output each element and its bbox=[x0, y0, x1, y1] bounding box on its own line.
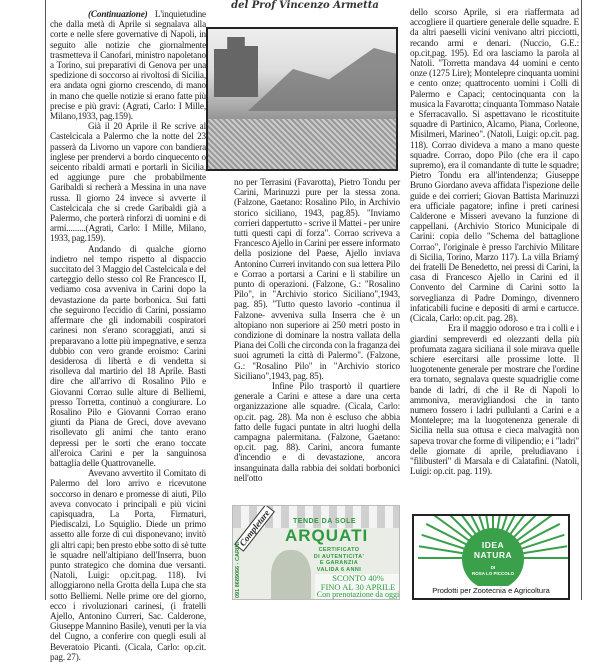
cert-line: VALIDA 6 ANNI bbox=[316, 566, 362, 573]
right-margin-rule bbox=[581, 0, 582, 600]
article-column-3 bbox=[410, 7, 579, 476]
paragraph: Infine Pilo trasportò il quartiere generale a Carini e attese a dare una certa organizzazione alle squadre. (Cicala, Carlo: op.cit. pag. 28). Ma non è escluso che abbia fatto delle fugaci puntate in altri luoghi della campagna palermitana. (Falzone, Gaetano: op.cit. pag. 88). Carini, ancora fumante d'incendio e di devastazione, ancora insanguinata dalla rabbia dei soldati borbonici nell'otto bbox=[234, 381, 400, 483]
ad-of: DI bbox=[490, 565, 496, 570]
promo-box bbox=[315, 574, 400, 600]
paragraph: no per Terrasini (Favarotta), Pietro Tondu per Carini, Marinuzzi pure per la stessa zona. (Falzone, Gaetano: Rosalino Pilo, in Archivio storico siciliano, 1943, pag.85). "Inviamo corrieri dappertutto - scrive il Mattei - per unire tutti questi capi di forza". Corrao scriveva a Francesco Ajello in Carini per essere informato della posizione del Paese, Ajello inviava Antonino Curreri invitando con sua lettera Pilo e Corrao a portarsi a Carini e lì stabilire un punto di operazioni. (Falzone, G.: "Rosalino Pilo", in "Archivio storico Siciliano",1943, pag. 85). "Tutto questo lavorio -continua il Falzone- avveniva sulla Inserra che è un altopiano non superiore ai 250 metri posto in condizione di dominare la nostra vallata della Piana dei Colli che circonda con la fraganza dei suoi agrumeti la città di Palermo". (Falzone, G.: "Rosalino Pilo" in "Archivio storico Siciliano",1943, pag. 85). bbox=[234, 177, 400, 381]
cert-line: CERTIFICATO bbox=[318, 547, 360, 553]
certificate-text bbox=[299, 547, 379, 573]
ad-tagline: TENDE DA SOLE bbox=[293, 518, 357, 525]
paragraph: Andando di qualche giorno indietro nel tempo rispetto al dispaccio succitato del 3 Maggio del Castelcicala e del carteggio dello stesso col Re Francesco II, vediamo cosa avveniva in Carini dopo la devastazione da parte borbonica. Sui fatti che seguirono l'eccidio di Carini, possiamo affermare che gli indomabili cospiratori carinesi non s'erano scoraggiati, anzi si preparavano a lotte più impegnative, e senza dubbio con vero grande eroismo: Carini desiderosa di libertà e di vendetta si risolleva dal martirio del 18 Aprile. Basti dire che all'arrivo di Rosalino Pilo e Giovanni Corrao sulle alture di Belliemi, presso Torretta, continuò a congiurare. Lo Rosalino Pilo e Giovanni Corrao erano giunti da Piana de Greci, dove avevano risollevato gli animi che tanto erano depressi per le sorti che erano toccate all'eroica Carini e per la sanguinosa battaglia delle Quattrovanelle. bbox=[50, 243, 206, 468]
paragraph: Avevano avvertito il Comitato di Palermo del loro arrivo e ricevutone soccorso in denaro e promesse di aiuti, Pilo aveva convocato i principali e più vicini capisquadra, La Porta, Firmaturi, Piediscalzi, Lo Squiglio. Diede un primo assetto alle forze di cui disponevano; invitò gli altri capi; ben presto ebbe sotto di sè tutte le squadre nell'altipiano dell'Inserra, buon punto strategico che domina due versanti. (Natoli, Luigi: op.cit.pag. 118). Ivi alloggiarono nella Grotta della Lupa che sta sotto Belliemi. Nelle prime ore del giorno, ecco i rivoluzionari carinesi, (i fratelli Ajello, Antonino Curreri, Sac. Calderone, Giuseppe Mannino Basile), venuti per la via del Cugno, a conferire con quegli esuli al Beveratoio Picanti. (Cicala, Carlo: op.cit. pag. 27). bbox=[50, 468, 206, 662]
arquati-advertisement[interactable] bbox=[232, 505, 400, 600]
left-margin-rule bbox=[45, 0, 46, 600]
article-column-1 bbox=[50, 9, 206, 662]
paragraph: dello scorso Aprile, si era riaffermata ad accogliere il quartiere generale delle squadre. E da altri paeselli vicini venivano altri picciotti, recando armi e denari. (Nuccio, G.E.: op.cit,pag. 195). Ed ora lasciamo la parola al Natoli. "Torretta mandava 44 uomini e cento onze (1275 Lire); Montelepre cinquanta uomini e cento onze; quattrocento uomini i Colli di Palermo e Capaci; centocinquanta con la musica la Favarotta; cinquanta Tommaso Natale e Sferracavallo. Si aspettavano le ricostituite squadre di Partinico, Alcamo, Piana, Corleone, Misilmeri, Marineo". (Natoli, Luigi: op.cit. pag. 118). Corrao divideva a mano a mano queste squadre. Corrao, dopo Pilo (che era il capo supremo), era il comandante di tutte le squadre; Pietro Tondu era all'intendenza; Giuseppe Bruno Giordano aveva affidata l'ispezione delle guide e dei corrieri; Giovan Battista Marinuzzi era ufficiale pagatore; infine i preti carinesi Calderone e Misseri avevano la funzione di cappellani. (Archivio Storico Municipale di Carini: copia dello "Schema del battaglione Corrao", l'originale è presso l'archivio Militare di Sicilia, Torino, Marzo 117). La villa Briamý dei fratelli De Benedetto, nei pressi di Carini, la casa di Francesco Ajello in Carini ed il Convento del Carmine di Carini sotto la sorveglianza di Padre Domingo, divennero infaticabili fucine e depositi di armi e cartucce. (Cicala, Carlo: op.cit. pag. 28). bbox=[410, 7, 579, 324]
cert-line: E GARANZIA bbox=[319, 560, 359, 566]
idea-natura-advertisement[interactable] bbox=[412, 514, 570, 600]
author-byline: del Prof Vincenzo Armetta bbox=[231, 0, 379, 11]
paragraph-text: L'inquietudine che dalla metà di Aprile si segnalava alla corte e nelle sfere governative di Napoli, in seguito alle notizie che giornalmente trasmetteva il Canofari, ministro napoletano a Torino, sui preparativi di Genova per una spedizione di soccorso ai rivoltosi di Sicilia, era andata ogni giorno crescendo, di mano in mano che quelle notizie si erano fatte più precise e più gravi: (Agrati, Carlo: I Mille, Milano,1933, pag.159). bbox=[50, 9, 206, 122]
historical-illustration bbox=[206, 27, 398, 171]
products-text: Prodotti per Zootecnia e Agricoltura bbox=[414, 586, 568, 598]
mountain-shape bbox=[248, 41, 398, 111]
sun-logo bbox=[462, 528, 524, 590]
paragraph bbox=[50, 9, 206, 121]
ad-brand: IDEA NATURA bbox=[473, 540, 513, 560]
ad-brand: ARQUATI bbox=[285, 526, 369, 545]
ground-shape bbox=[208, 119, 396, 171]
paragraph: Già il 20 Aprile il Re scrive al Castelcicala a Palermo che la notte del 23 passerà da Livorno un vapore con bandiera inglese per prendervi a bordo cinquecento o seicento ribaldi armati e portarli in Sicilia, ed aggiunge pure che probabilmente Garibaldi si recherà a Messina in una nave russa. Il giorno 24 invece si avverte il Castelcicala che si crede Garibaldi già a Palermo, che porterà rinforzi di uomini e di armi.........(Agrati, Carlo: I Mille, Milano, 1933, pag.159). bbox=[50, 121, 206, 244]
continuation-label: (Continuazione) bbox=[88, 9, 148, 19]
note-text: Con prenotazione da oggi bbox=[316, 590, 400, 599]
paragraph: Era il maggio odoroso e tra i colli e i giardini sempreverdi ed olezzanti della più profumata zagara siciliana il sole mirava quelle schiere esercitarsi alle prossime lotte. Il luogotenente generale per mostrare che l'ordine era tornato, segnalava queste squadriglie come bande di ladri, di che il Re di Napoli lo ammoniva, meravigliandosi che in tanto numero fossero i ladri pullulanti a Carini e a Montelepre; ma la luogotenenza generale di Sicilia nella sua ottusa e cieca malvagità non sapeva trovar che forme di vilipendio; e i "ladri" delle giornate di aprile, preludiavano i "filibusteri" di Marsala e di Calatafini. (Natoli, Luigi: op.cit. pag. 119). bbox=[410, 323, 579, 477]
castle-shape bbox=[214, 37, 258, 97]
deadline-text: FINO AL 30 APRILE bbox=[320, 581, 396, 592]
discount-text: SCONTO 40% bbox=[332, 573, 384, 583]
ad-owner: ROSA LO PICCOLO bbox=[471, 571, 515, 576]
cert-line: DI AUTENTICITA' bbox=[313, 553, 365, 560]
article-column-2 bbox=[234, 177, 400, 483]
stamp-label: Completare bbox=[234, 505, 275, 552]
phone-number: 091 8689066 - CARINI bbox=[235, 542, 241, 598]
